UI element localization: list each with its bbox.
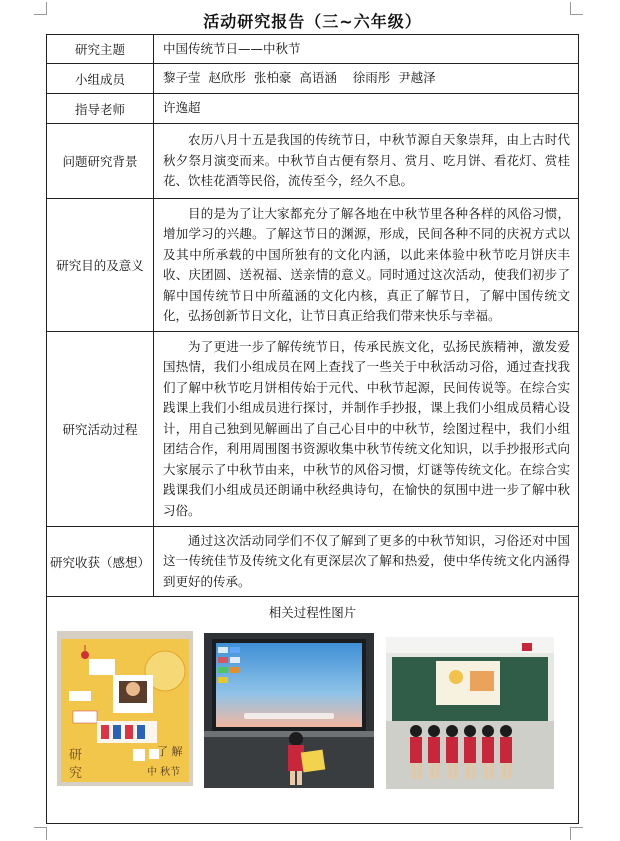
row-topic <box>47 35 579 64</box>
photo-handmade-poster <box>57 631 193 786</box>
row-background <box>47 124 579 199</box>
photo-group-students <box>386 637 554 789</box>
label-harvest: 研究收获（感想） <box>47 527 154 597</box>
row-harvest <box>47 527 579 597</box>
poster-left-bottom: 究 <box>69 766 83 781</box>
value-process: 为了更进一步了解传统节日，传承民族文化，弘扬民族精神，激发爱国热情，我们小组成员在网上查找了一些关于中秋活动习俗，通过查找我们了解中秋节吃月饼相传始于元代、中秋节起源，民间传说等。在综合实践课上我们小组成员进行探讨，并制作手抄报，课上我们小组成员精心设计，用自己独到见解画出了自己心目中的中秋节，绘图过程中，我们小组团结合作，利用周围图书资源收集中秋节传统文化知识，以手抄报形式向大家展示了中秋节由来，中秋节的风俗习惯，灯谜等传统文化。在综合实践课我们小组成员还朗诵中秋经典诗句，在愉快的氛围中进一步了解中秋习俗。 <box>154 332 579 527</box>
row-members <box>47 64 579 94</box>
photos-cell <box>47 597 579 824</box>
poster-right-top: 了 解 <box>157 745 183 758</box>
crop-mark-bottom-right <box>570 827 583 840</box>
label-members: 小组成员 <box>47 64 154 94</box>
label-process: 研究活动过程 <box>47 332 154 527</box>
label-background: 问题研究背景 <box>47 124 154 199</box>
label-topic: 研究主题 <box>47 35 154 64</box>
row-photos <box>47 597 579 824</box>
value-harvest: 通过这次活动同学们不仅了解到了更多的中秋节知识，习俗还对中国这一传统佳节及传统文化有更深层次了解和热爱，使中华传统文化内涵得到更好的传承。 <box>154 527 579 597</box>
report-table <box>46 34 579 824</box>
value-background: 农历八月十五是我国的传统节日，中秋节源自天象崇拜，由上古时代秋夕祭月演变而来。中秋节自古便有祭月、赏月、吃月饼、看花灯、赏桂花、饮桂花酒等民俗，流传至今，经久不息。 <box>154 124 579 199</box>
photos-title: 相关过程性图片 <box>268 605 357 620</box>
label-teacher: 指导老师 <box>47 94 154 124</box>
crop-mark-bottom-left <box>34 827 47 840</box>
value-teacher: 许逸超 <box>154 94 579 124</box>
poster-right-bottom: 中 秋节 <box>147 767 181 778</box>
row-teacher <box>47 94 579 124</box>
poster-left-top: 研 <box>69 748 83 763</box>
row-process <box>47 332 579 527</box>
row-purpose <box>47 199 579 332</box>
value-topic: 中国传统节日——中秋节 <box>154 35 579 64</box>
photo-classroom-presentation <box>204 633 374 788</box>
label-purpose: 研究目的及意义 <box>47 199 154 332</box>
value-members: 黎子莹 赵欣彤 张柏豪 高语涵 徐雨彤 尹越泽 <box>154 64 579 94</box>
report-title: 活动研究报告（三~六年级） <box>203 12 422 31</box>
value-purpose: 目的是为了让大家都充分了解各地在中秋节里各种各样的风俗习惯，增加学习的兴趣。了解这节日的渊源，形成，民间各种不同的庆祝方式以及其中所承载的中国所独有的文化内涵，以此来体验中秋节吃月饼庆丰收、庆团圆、送祝福、送亲情的意义。同时通过这次活动，使我们初步了解中国传统节日中所蕴涵的文化内核，真正了解节日，了解中国传统文化，弘扬创新节日文化，让节日真正给我们带来快乐与幸福。 <box>154 199 579 332</box>
